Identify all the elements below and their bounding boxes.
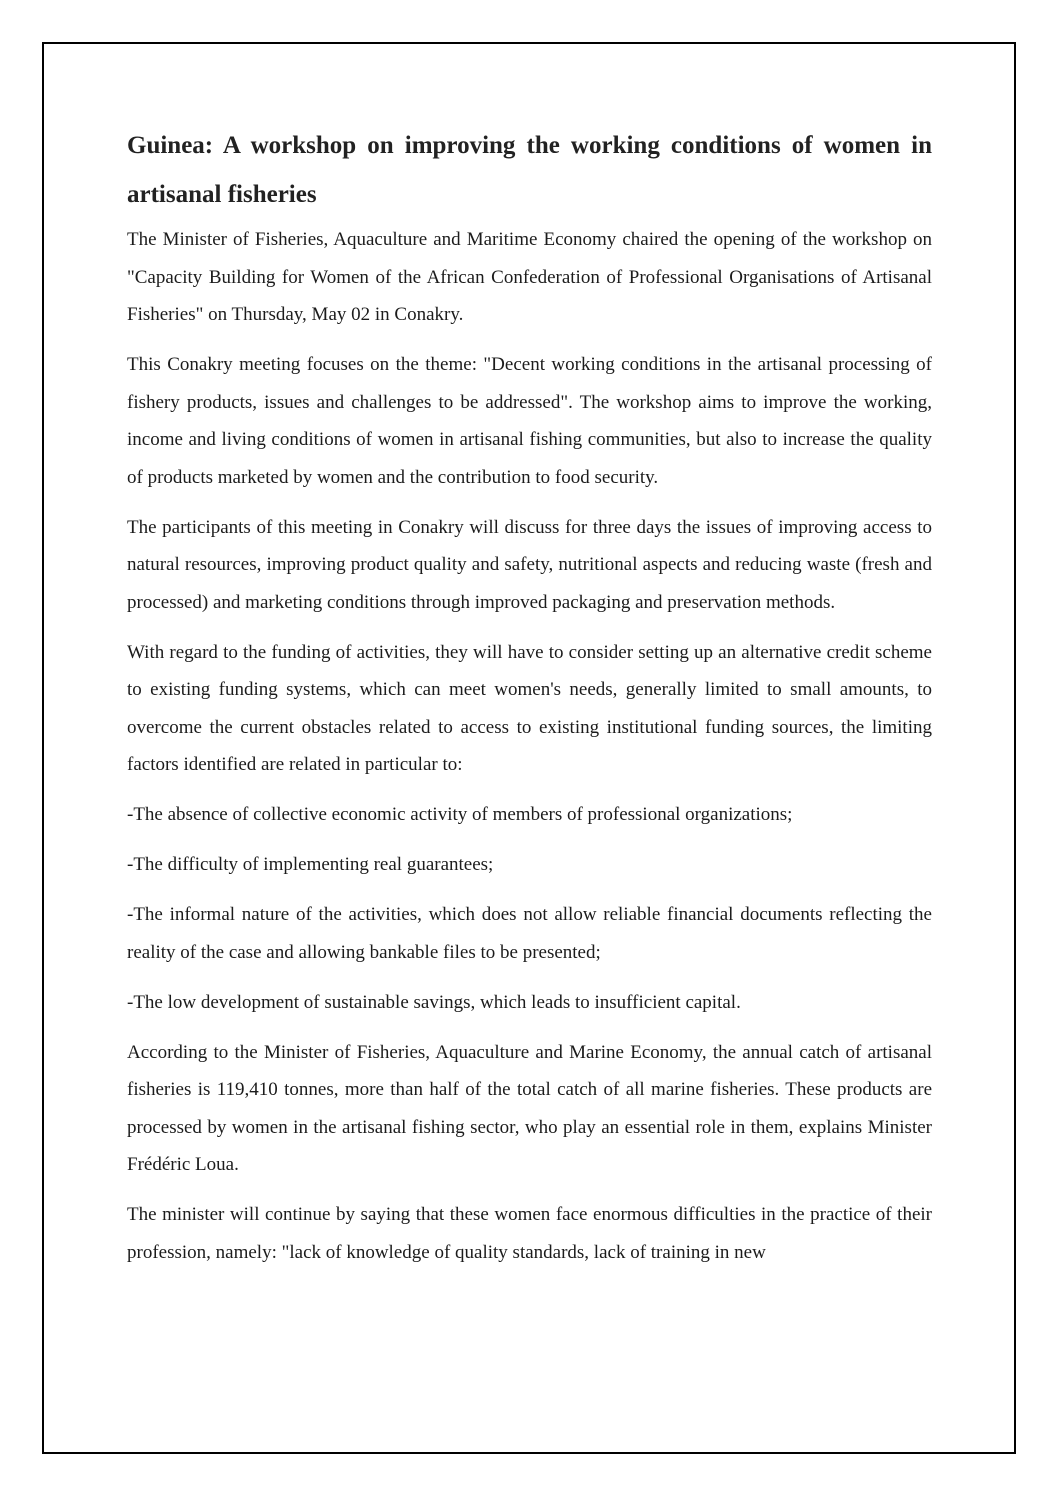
paragraph-annual-catch: According to the Minister of Fisheries, Aquaculture and Marine Economy, the annual catch of artisanal fisheries is 119,410 tonnes, more than half of the total catch of all marine fisheries. These products are processed by women in the artisanal fishing sector, who play an essential role in them, explains Minister Frédéric Loua. xyxy=(127,1041,932,1175)
list-item-limiting-factor: -The difficulty of implementing real guarantees; xyxy=(127,854,494,875)
document-content xyxy=(127,121,932,1284)
paragraph-funding: With regard to the funding of activities, they will have to consider setting up an alternative credit scheme to existing funding systems, which can meet women's needs, generally limited to small amounts, to overcome the current obstacles related to access to existing institutional funding sources, the limiting factors identified are related in particular to: xyxy=(127,641,932,775)
list-item-limiting-factor: -The low development of sustainable savings, which leads to insufficient capital. xyxy=(127,991,741,1013)
paragraph-theme: This Conakry meeting focuses on the theme: "Decent working conditions in the artisanal processing of fishery products, issues and challenges to be addressed". The workshop aims to improve the working, income and living conditions of women in artisanal fishing communities, but also to increase the quality of products marketed by women and the contribution to food security. xyxy=(127,354,932,488)
paragraph-difficulties: The minister will continue by saying that these women face enormous difficulties in the practice of their profession, namely: "lack of knowledge of quality standards, lack of training in new xyxy=(127,1204,932,1263)
paragraph-opening: The Minister of Fisheries, Aquaculture and Maritime Economy chaired the opening of the workshop on "Capacity Building for Women of the African Confederation of Professional Organisations of Artisanal Fisheries" on Thursday, May 02 in Conakry. xyxy=(127,229,932,325)
document-body xyxy=(127,221,932,1271)
paragraph-participants: The participants of this meeting in Conakry will discuss for three days the issues of improving access to natural resources, improving product quality and safety, nutritional aspects and reducing waste (fresh and processed) and marketing conditions through improved packaging and preservation methods. xyxy=(127,516,932,613)
document-title: Guinea: A workshop on improving the working conditions of women in artisanal fisheries xyxy=(127,132,932,208)
list-item-limiting-factor: -The absence of collective economic activity of members of professional organizations; xyxy=(127,804,793,825)
list-item-limiting-factor: -The informal nature of the activities, which does not allow reliable financial documents reflecting the reality of the case and allowing bankable files to be presented; xyxy=(127,904,932,963)
